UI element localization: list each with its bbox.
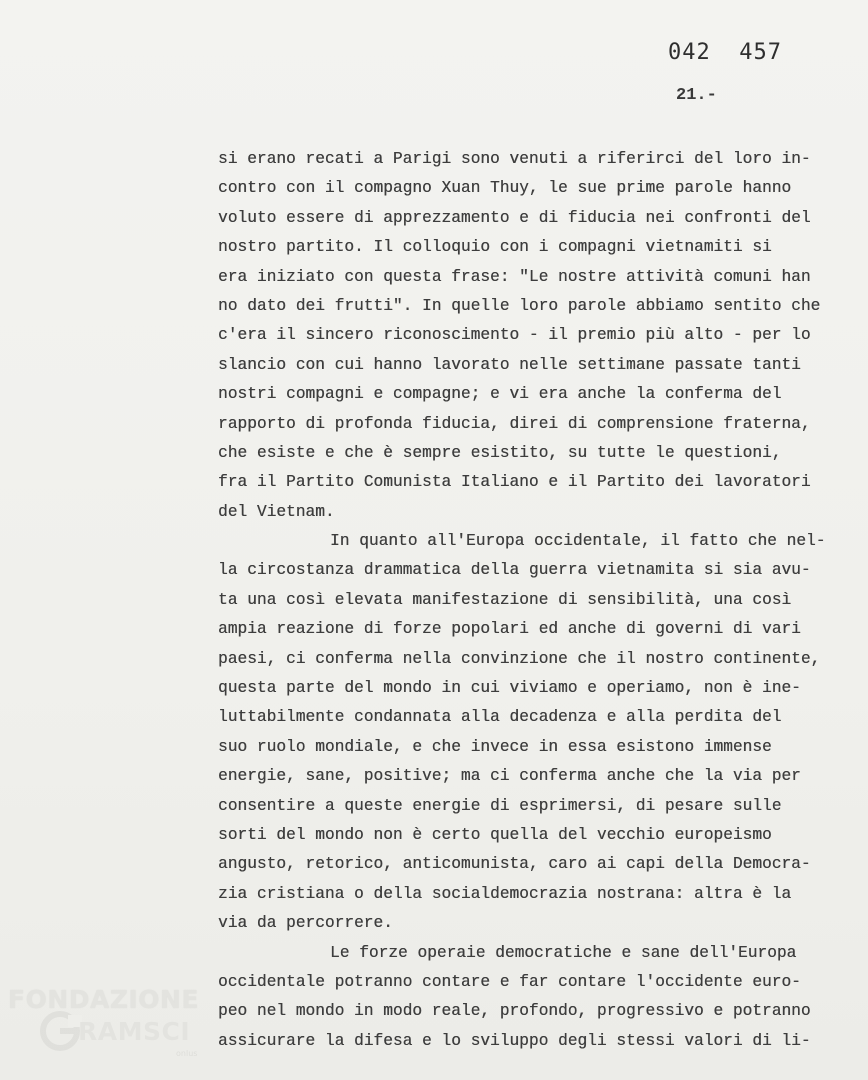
text-line: c'era il sincero riconoscimento - il premio più alto - per lo: [218, 326, 811, 345]
text-line: no dato dei frutti". In quelle loro parole abbiamo sentito che: [218, 296, 821, 315]
typewritten-body: [218, 145, 863, 1056]
text-line: occidentale potranno contare e far contare l'occidente euro-: [218, 972, 801, 991]
text-line: era iniziato con questa frase: "Le nostre attività comuni han: [218, 267, 811, 286]
text-line: luttabilmente condannata alla decadenza e alla perdita del: [218, 708, 782, 727]
text-line: zia cristiana o della socialdemocrazia nostrana: altra è la: [218, 884, 792, 903]
text-line: la circostanza drammatica della guerra vietnamita si sia avu-: [218, 561, 811, 580]
watermark-g-logo-icon: [38, 1009, 82, 1053]
text-line: slancio con cui hanno lavorato nelle settimane passate tanti: [218, 355, 801, 374]
text-line: via da percorrere.: [218, 914, 393, 933]
text-line: fra il Partito Comunista Italiano e il Partito dei lavoratori: [218, 473, 811, 492]
text-line: ta una così elevata manifestazione di sensibilità, una così: [218, 590, 792, 609]
archive-number: 042 457: [668, 40, 782, 65]
text-line: consentire a queste energie di esprimersi, di pesare sulle: [218, 796, 782, 815]
watermark-small: onlus: [176, 1049, 198, 1058]
text-line: assicurare la difesa e lo sviluppo degli stessi valori di li-: [218, 1031, 811, 1050]
text-line: questa parte del mondo in cui viviamo e operiamo, non è ine-: [218, 679, 801, 698]
watermark-line1: FONDAZIONE: [8, 985, 200, 1014]
text-line: suo ruolo mondiale, e che invece in essa esistono immense: [218, 737, 772, 756]
text-line: nostro partito. Il colloquio con i compagni vietnamiti si: [218, 238, 772, 257]
text-line: del Vietnam.: [218, 502, 335, 521]
paragraph-start-line: In quanto all'Europa occidentale, il fatto che nel-: [330, 532, 826, 551]
text-line: nostri compagni e compagne; e vi era anche la conferma del: [218, 385, 782, 404]
text-line: si erano recati a Parigi sono venuti a riferirci del loro in-: [218, 150, 811, 168]
paragraph-start-line: Le forze operaie democratiche e sane dell'Europa: [330, 943, 797, 962]
watermark-line2: RAMSCI: [78, 1017, 191, 1046]
text-line: rapporto di profonda fiducia, direi di comprensione fraterna,: [218, 414, 811, 433]
text-line: paesi, ci conferma nella convinzione che il nostro continente,: [218, 649, 821, 668]
text-line: sorti del mondo non è certo quella del vecchio europeismo: [218, 825, 772, 844]
foundation-watermark: [8, 985, 223, 1065]
text-line: che esiste e che è sempre esistito, su tutte le questioni,: [218, 443, 782, 462]
text-line: energie, sane, positive; ma ci conferma anche che la via per: [218, 767, 801, 786]
text-line: contro con il compagno Xuan Thuy, le sue prime parole hanno: [218, 179, 792, 198]
page-number: 21.-: [676, 86, 717, 105]
text-line: peo nel mondo in modo reale, profondo, progressivo e potranno: [218, 1002, 811, 1021]
text-line: voluto essere di apprezzamento e di fiducia nei confronti del: [218, 208, 811, 227]
text-line: angusto, retorico, anticomunista, caro ai capi della Democra-: [218, 855, 811, 874]
text-line: ampia reazione di forze popolari ed anche di governi di vari: [218, 620, 801, 639]
